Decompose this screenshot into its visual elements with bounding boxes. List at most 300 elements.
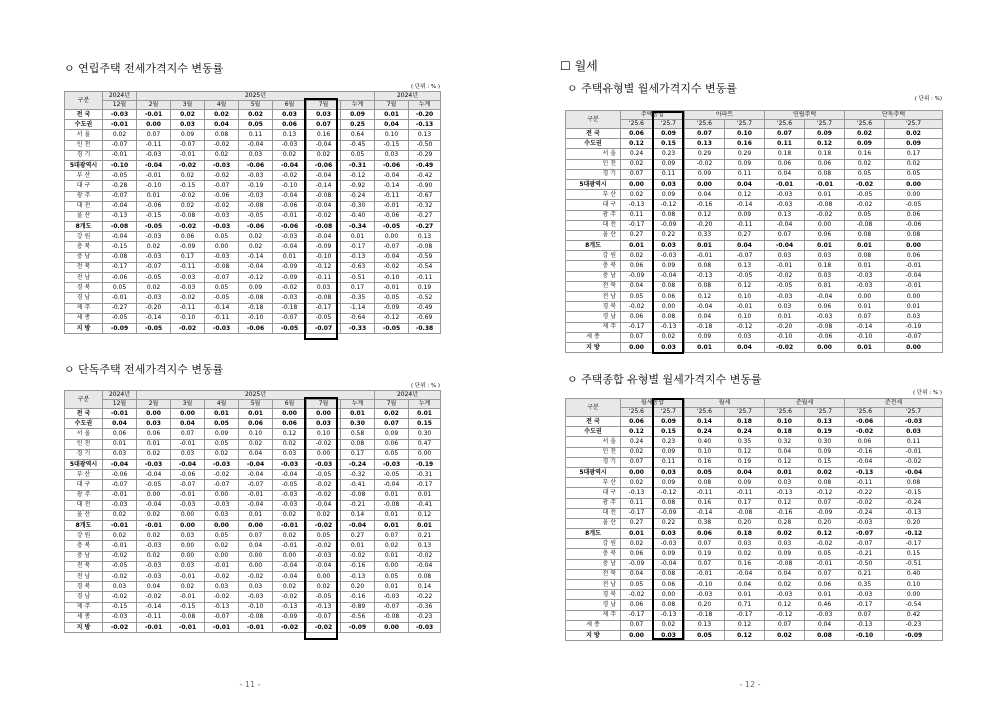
table-cell: -0.06 xyxy=(103,470,137,480)
table-cell: -0.02 xyxy=(621,590,653,600)
header-month: 4월 xyxy=(205,101,239,110)
row-label: 인 천 xyxy=(566,447,621,457)
table-cell: 0.02 xyxy=(307,150,341,160)
table-cell: 0.03 xyxy=(765,251,805,261)
table-row xyxy=(65,303,441,313)
table-cell: -0.10 xyxy=(765,332,805,342)
table-cell: 0.11 xyxy=(653,457,685,467)
row-label: 충 북 xyxy=(65,541,103,551)
table-cell: 0.19 xyxy=(409,283,441,293)
table-cell: 0.17 xyxy=(885,149,943,159)
table-cell: 0.13 xyxy=(409,541,441,551)
table-cell: -0.08 xyxy=(307,191,341,201)
table-cell: 0.00 xyxy=(307,449,341,459)
table-row xyxy=(65,510,441,520)
header-month: '25.7 xyxy=(725,408,765,417)
table-cell: -0.03 xyxy=(205,500,239,510)
table-cell: -0.17 xyxy=(621,322,653,332)
section-heading xyxy=(560,57,598,74)
table-cell: -0.02 xyxy=(885,457,943,467)
header-group: 연립주택 xyxy=(765,111,845,120)
table-cell: -0.06 xyxy=(845,417,885,427)
table-cell: 0.02 xyxy=(845,129,885,139)
table-cell: 0.03 xyxy=(653,342,685,352)
table-cell: -0.07 xyxy=(845,529,885,539)
header-month: '25.6 xyxy=(621,408,653,417)
table-cell: -0.05 xyxy=(375,323,409,333)
table-cell: -0.04 xyxy=(885,467,943,477)
table-cell: -0.08 xyxy=(341,490,375,500)
table-cell: -0.02 xyxy=(307,211,341,221)
table-cell: -0.02 xyxy=(685,159,725,169)
table-row xyxy=(566,467,943,477)
table-cell: 0.02 xyxy=(621,190,653,200)
table-cell: -0.05 xyxy=(375,222,409,232)
table-cell: -0.01 xyxy=(103,293,137,303)
table-cell: -0.04 xyxy=(239,140,273,150)
table-cell: 0.30 xyxy=(409,429,441,439)
table-cell: 0.00 xyxy=(653,590,685,600)
header-month: 7월 xyxy=(375,400,409,409)
header-region: 구분 xyxy=(65,92,103,110)
table-row xyxy=(65,622,441,632)
table-cell: -0.15 xyxy=(103,602,137,612)
table-cell: 0.05 xyxy=(205,419,239,429)
table-cell: 0.00 xyxy=(375,561,409,571)
table-cell: -0.04 xyxy=(273,572,307,582)
table-cell: -0.09 xyxy=(307,242,341,252)
table-cell: 0.05 xyxy=(621,580,653,590)
table-cell: -0.13 xyxy=(685,271,725,281)
table-cell: 0.09 xyxy=(725,478,765,488)
header-month: '25.6 xyxy=(621,120,653,129)
table-cell: 0.06 xyxy=(621,129,653,139)
table-row xyxy=(566,610,943,620)
table-cell: -0.64 xyxy=(341,313,375,323)
header-region: 구분 xyxy=(65,391,103,409)
table-cell: 0.27 xyxy=(621,230,653,240)
table-cell: 0.00 xyxy=(685,179,725,189)
table2-unit: ( 단위 : % ) xyxy=(411,383,440,389)
table4-monthly-rent-subtypes xyxy=(565,398,943,641)
table-cell: 0.14 xyxy=(409,582,441,592)
table-row xyxy=(566,559,943,569)
table-cell: -0.18 xyxy=(273,303,307,313)
table-cell: -0.03 xyxy=(205,459,239,469)
table-cell: -0.10 xyxy=(137,181,171,191)
table-cell: 0.03 xyxy=(307,419,341,429)
table-cell: 0.02 xyxy=(239,232,273,242)
table-cell: 0.07 xyxy=(621,169,653,179)
row-label: 서 울 xyxy=(566,437,621,447)
table-cell: 0.04 xyxy=(103,419,137,429)
table-cell: -0.03 xyxy=(765,590,805,600)
table-cell: -0.05 xyxy=(375,293,409,303)
table-cell: 0.03 xyxy=(885,312,943,322)
table-cell: -0.35 xyxy=(341,293,375,303)
table-cell: -0.03 xyxy=(273,293,307,303)
table-cell: -0.08 xyxy=(409,242,441,252)
table-cell: 0.00 xyxy=(205,490,239,500)
table-cell: -0.13 xyxy=(653,610,685,620)
table-cell: -0.18 xyxy=(239,303,273,313)
table-cell: 0.18 xyxy=(725,417,765,427)
table-cell: 0.19 xyxy=(805,427,845,437)
table-cell: 0.29 xyxy=(725,149,765,159)
table-cell: -0.07 xyxy=(307,612,341,622)
table-cell: -0.05 xyxy=(307,592,341,602)
table-cell: -0.08 xyxy=(375,500,409,510)
table-cell: 0.07 xyxy=(307,120,341,130)
row-label: 대 전 xyxy=(566,220,621,230)
table-cell: -0.12 xyxy=(725,322,765,332)
table-cell: -0.28 xyxy=(103,181,137,191)
header-year-2024: 2024년 xyxy=(103,391,137,400)
table-cell: 0.07 xyxy=(845,312,885,322)
table-cell: 0.04 xyxy=(239,449,273,459)
table-cell: -0.02 xyxy=(307,521,341,531)
table-cell: 0.07 xyxy=(805,569,845,579)
table-cell: 0.06 xyxy=(653,292,685,302)
table-cell: 0.07 xyxy=(621,457,653,467)
table-cell: -0.03 xyxy=(137,232,171,242)
table-cell: 0.03 xyxy=(653,241,685,251)
table-cell: 0.12 xyxy=(409,510,441,520)
header-month: 6월 xyxy=(273,400,307,409)
table-cell: -0.02 xyxy=(137,592,171,602)
table-cell: 0.00 xyxy=(239,561,273,571)
table-cell: -0.07 xyxy=(307,323,341,333)
table-cell: -0.02 xyxy=(273,171,307,181)
table-cell: -0.18 xyxy=(685,322,725,332)
table-cell: 0.10 xyxy=(725,129,765,139)
table-cell: 0.42 xyxy=(885,610,943,620)
table-cell: 0.01 xyxy=(885,302,943,312)
table-cell: 0.06 xyxy=(239,419,273,429)
row-label: 5대광역시 xyxy=(65,459,103,469)
table-cell: -0.03 xyxy=(273,500,307,510)
table-cell: -0.03 xyxy=(685,590,725,600)
table-cell: 0.09 xyxy=(375,429,409,439)
table-cell: -0.04 xyxy=(307,232,341,242)
header-month: 2월 xyxy=(137,400,171,409)
table-cell: -0.04 xyxy=(239,470,273,480)
table-cell: 0.08 xyxy=(685,261,725,271)
table-cell: 0.06 xyxy=(885,210,943,220)
header-year-2024-compare: 2024년 xyxy=(375,391,441,400)
table-cell: 0.09 xyxy=(653,447,685,457)
table-cell: 0.11 xyxy=(621,498,653,508)
table-cell: -0.16 xyxy=(341,592,375,602)
header-month: 3월 xyxy=(171,400,205,409)
table-cell: -0.07 xyxy=(103,191,137,201)
table-cell: -0.02 xyxy=(273,622,307,632)
table-cell: 0.07 xyxy=(171,429,205,439)
table-cell: -0.04 xyxy=(375,480,409,490)
header-month: 3월 xyxy=(171,101,205,110)
table-cell: 0.08 xyxy=(653,210,685,220)
table-cell: -0.02 xyxy=(845,200,885,210)
table-cell: -0.03 xyxy=(653,251,685,261)
table-cell: -0.02 xyxy=(273,283,307,293)
table-cell: -0.01 xyxy=(103,120,137,130)
table-cell: -0.24 xyxy=(341,191,375,201)
table-row xyxy=(566,261,943,271)
table-cell: -0.14 xyxy=(137,313,171,323)
table-cell: 0.06 xyxy=(885,251,943,261)
table-cell: 0.00 xyxy=(307,572,341,582)
table-cell: -0.01 xyxy=(171,592,205,602)
table-cell: -0.09 xyxy=(341,622,375,632)
row-label: 수도권 xyxy=(566,427,621,437)
table-cell: 0.05 xyxy=(205,439,239,449)
table-cell: -0.05 xyxy=(885,200,943,210)
table-cell: 0.02 xyxy=(205,541,239,551)
table-cell: -0.41 xyxy=(409,500,441,510)
table-row xyxy=(566,292,943,302)
table-cell: -0.06 xyxy=(137,201,171,211)
table3-title: ㅇ 주택유형별 월세가격지수 변동률 xyxy=(567,82,737,95)
row-label: 충 북 xyxy=(566,261,621,271)
table-cell: 0.06 xyxy=(621,417,653,427)
table-cell: 0.02 xyxy=(621,251,653,261)
table-cell: 0.03 xyxy=(885,427,943,437)
table-cell: 0.03 xyxy=(653,529,685,539)
table-cell: -0.03 xyxy=(137,572,171,582)
table-cell: 0.02 xyxy=(725,549,765,559)
table-row xyxy=(65,252,441,262)
table-cell: 0.19 xyxy=(725,457,765,467)
table-cell: 0.16 xyxy=(307,130,341,140)
table-cell: 0.20 xyxy=(805,518,845,528)
table-cell: -0.02 xyxy=(845,498,885,508)
table-cell: 0.00 xyxy=(171,409,205,419)
table-cell: -0.09 xyxy=(171,242,205,252)
table-cell: -0.05 xyxy=(137,480,171,490)
table-cell: 0.09 xyxy=(341,110,375,120)
table-cell: -0.36 xyxy=(409,602,441,612)
table-cell: -0.29 xyxy=(409,150,441,160)
table-cell: 0.16 xyxy=(725,139,765,149)
table-cell: 0.03 xyxy=(171,449,205,459)
row-label: 인 천 xyxy=(65,140,103,150)
table-cell: -0.02 xyxy=(307,622,341,632)
row-label: 광 주 xyxy=(566,210,621,220)
table-cell: 0.00 xyxy=(273,551,307,561)
table-cell: -0.03 xyxy=(205,211,239,221)
table-cell: 0.08 xyxy=(653,498,685,508)
table-cell: -0.04 xyxy=(273,561,307,571)
table-cell: 0.12 xyxy=(621,427,653,437)
table-cell: -0.07 xyxy=(103,140,137,150)
table-cell: -0.03 xyxy=(103,612,137,622)
row-label: 전 국 xyxy=(566,129,621,139)
table-cell: 0.03 xyxy=(765,478,805,488)
table-cell: 0.01 xyxy=(239,409,273,419)
table-cell: 0.06 xyxy=(103,429,137,439)
table-cell: 0.03 xyxy=(137,419,171,429)
table-cell: 0.01 xyxy=(685,241,725,251)
table-cell: 0.01 xyxy=(375,551,409,561)
table-cell: -0.11 xyxy=(171,262,205,272)
table-cell: -0.90 xyxy=(409,181,441,191)
table-cell: -0.08 xyxy=(375,612,409,622)
table-row xyxy=(566,437,943,447)
table-row xyxy=(65,293,441,303)
table-cell: 0.23 xyxy=(653,437,685,447)
table-cell: 0.12 xyxy=(725,630,765,640)
table-cell: -0.05 xyxy=(103,171,137,181)
table-cell: -0.15 xyxy=(171,602,205,612)
table-cell: 0.12 xyxy=(725,281,765,291)
table-cell: 0.05 xyxy=(341,150,375,160)
table-cell: 0.12 xyxy=(621,139,653,149)
table-cell: -0.03 xyxy=(409,622,441,632)
table-cell: 0.00 xyxy=(885,590,943,600)
table-cell: -0.50 xyxy=(845,559,885,569)
table-cell: 0.02 xyxy=(137,449,171,459)
table-cell: -0.01 xyxy=(685,251,725,261)
row-label: 대 전 xyxy=(65,201,103,211)
table-cell: -0.09 xyxy=(273,612,307,622)
table-cell: -0.07 xyxy=(171,140,205,150)
table-cell: 0.24 xyxy=(725,427,765,437)
table-cell: -0.05 xyxy=(103,561,137,571)
table-cell: -0.07 xyxy=(375,602,409,612)
table-cell: 0.02 xyxy=(137,242,171,252)
table-cell: -0.08 xyxy=(239,201,273,211)
table-cell: 0.03 xyxy=(375,150,409,160)
table-cell: 0.02 xyxy=(765,630,805,640)
table-cell: -0.03 xyxy=(307,551,341,561)
row-label: 대 구 xyxy=(566,488,621,498)
table-cell: 0.12 xyxy=(765,600,805,610)
table-cell: 0.00 xyxy=(885,241,943,251)
table-cell: 0.07 xyxy=(805,498,845,508)
row-label: 전 북 xyxy=(65,262,103,272)
table-cell: 0.05 xyxy=(621,292,653,302)
table-cell: 0.02 xyxy=(239,110,273,120)
table-cell: -0.17 xyxy=(885,539,943,549)
table-cell: 0.01 xyxy=(805,281,845,291)
table-cell: 0.01 xyxy=(725,590,765,600)
row-label: 세 종 xyxy=(566,332,621,342)
table-row xyxy=(566,302,943,312)
section-heading-label: 월세 xyxy=(574,59,598,73)
table-cell: 0.08 xyxy=(845,251,885,261)
table-cell: 0.00 xyxy=(621,467,653,477)
table-cell: -0.08 xyxy=(205,262,239,272)
table-row xyxy=(566,539,943,549)
table-cell: 0.10 xyxy=(725,312,765,322)
header-month: '25.6 xyxy=(765,120,805,129)
table-cell: 0.04 xyxy=(137,582,171,592)
header-year-2025: 2025년 xyxy=(137,92,375,101)
table-cell: 0.12 xyxy=(725,620,765,630)
table-cell: 0.08 xyxy=(653,281,685,291)
header-month: '25.7 xyxy=(805,120,845,129)
table-cell: 0.02 xyxy=(171,582,205,592)
table-cell: 0.02 xyxy=(885,159,943,169)
table-cell: 0.05 xyxy=(205,531,239,541)
table-cell: -0.03 xyxy=(375,459,409,469)
row-label: 수도권 xyxy=(65,419,103,429)
table1-rental-rowhouse-jeonse xyxy=(64,91,441,334)
table-cell: 0.00 xyxy=(885,190,943,200)
table-cell: -0.15 xyxy=(885,488,943,498)
table-cell: 0.10 xyxy=(685,447,725,457)
table-cell: -0.03 xyxy=(845,590,885,600)
row-label: 인 천 xyxy=(65,439,103,449)
table-cell: -0.07 xyxy=(885,332,943,342)
row-label: 제 주 xyxy=(65,602,103,612)
table-cell: -0.03 xyxy=(307,459,341,469)
table-cell: 0.06 xyxy=(621,261,653,271)
table-cell: -0.07 xyxy=(725,251,765,261)
table-cell: 0.05 xyxy=(239,120,273,130)
table-cell: 0.08 xyxy=(653,600,685,610)
table-cell: 0.03 xyxy=(171,561,205,571)
row-label: 충 남 xyxy=(65,252,103,262)
header-month: 6월 xyxy=(273,101,307,110)
table-cell: -0.27 xyxy=(409,211,441,221)
table-cell: 0.03 xyxy=(103,582,137,592)
table-cell: 0.01 xyxy=(621,529,653,539)
table-cell: -0.01 xyxy=(171,150,205,160)
table-cell: -0.11 xyxy=(137,140,171,150)
table-cell: 0.03 xyxy=(725,539,765,549)
table-row xyxy=(65,191,441,201)
table-cell: -0.09 xyxy=(653,508,685,518)
table-cell: -0.02 xyxy=(239,572,273,582)
row-label: 충 북 xyxy=(65,242,103,252)
table-cell: 0.14 xyxy=(685,417,725,427)
table-cell: -0.59 xyxy=(409,252,441,262)
row-label: 대 구 xyxy=(566,200,621,210)
table-cell: 0.00 xyxy=(845,292,885,302)
table-cell: -0.30 xyxy=(341,201,375,211)
table-cell: -0.14 xyxy=(307,181,341,191)
table-cell: -0.01 xyxy=(171,622,205,632)
table-cell: 0.20 xyxy=(685,600,725,610)
table-cell: -0.27 xyxy=(103,303,137,313)
table-cell: 0.05 xyxy=(845,210,885,220)
table-cell: 0.16 xyxy=(845,149,885,159)
table-cell: 0.12 xyxy=(805,529,845,539)
table-cell: 0.07 xyxy=(137,130,171,140)
table-row xyxy=(566,159,943,169)
table-cell: 0.07 xyxy=(765,129,805,139)
row-label: 부 산 xyxy=(566,190,621,200)
table-cell: -0.14 xyxy=(205,303,239,313)
table-cell: 0.02 xyxy=(765,580,805,590)
table-row xyxy=(566,200,943,210)
table-cell: -0.32 xyxy=(341,470,375,480)
row-label: 경 기 xyxy=(566,169,621,179)
table-cell: 0.00 xyxy=(171,510,205,520)
table-cell: 0.15 xyxy=(805,457,845,467)
table-cell: 0.13 xyxy=(685,620,725,630)
table-cell: -0.05 xyxy=(137,222,171,232)
table-cell: 0.02 xyxy=(103,531,137,541)
row-label: 경 기 xyxy=(566,457,621,467)
table-cell: -0.06 xyxy=(239,160,273,170)
table-cell: 0.13 xyxy=(725,261,765,271)
table-cell: 0.03 xyxy=(307,110,341,120)
table-cell: 0.09 xyxy=(653,261,685,271)
table-cell: 0.13 xyxy=(409,130,441,140)
table-cell: -0.09 xyxy=(621,559,653,569)
